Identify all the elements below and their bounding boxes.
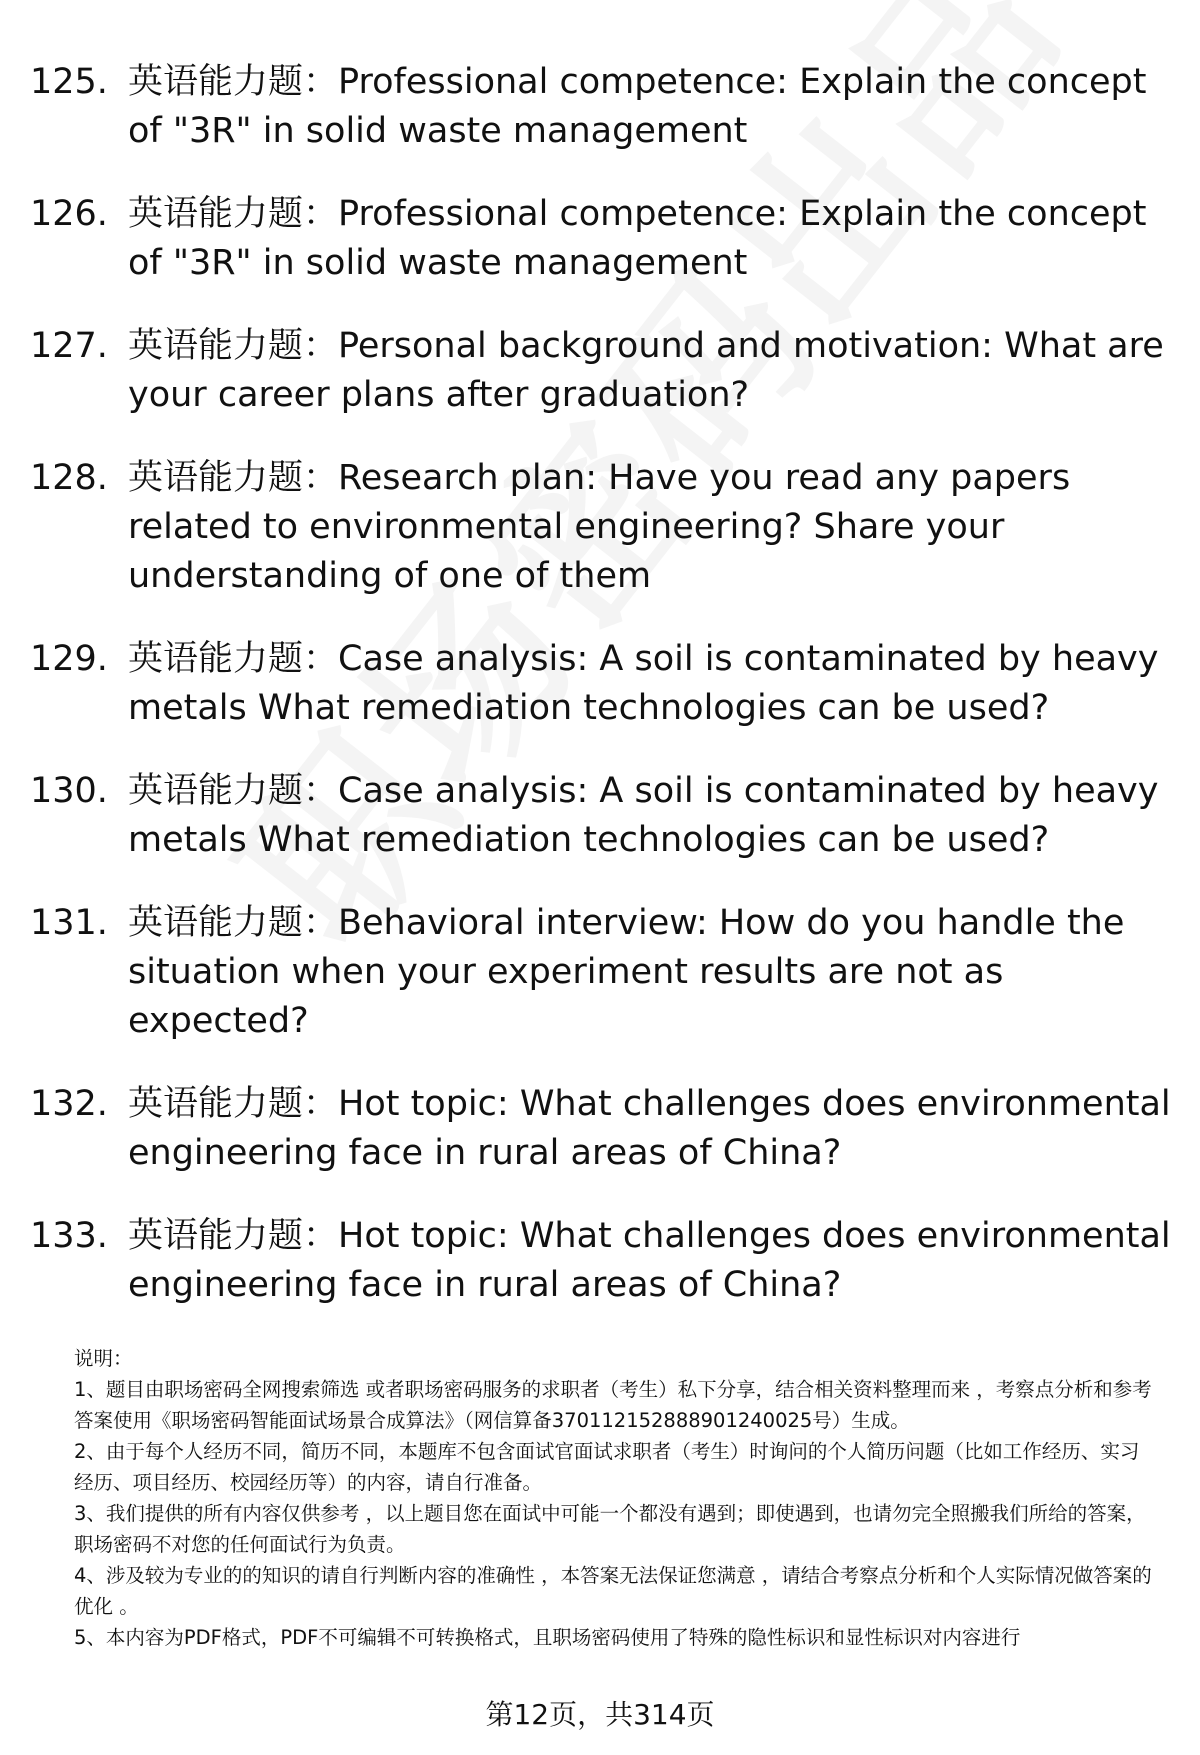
question-number: 132. [30, 1084, 108, 1124]
question-text: 英语能力题：Research plan: Have you read any papers related to environmental engineering? Share your understanding of one of them [128, 458, 1071, 596]
question-number: 130. [30, 771, 108, 811]
page-number: 第12页，共314页 [485, 1698, 715, 1731]
question-item [30, 767, 1180, 865]
question-item [30, 899, 1180, 1046]
note-item: 3、我们提供的所有内容仅供参考 ，以上题目您在面试中可能一个都没有遇到；即使遇到，也请勿完全照搬我们所给的答案，职场密码不对您的任何面试行为负责。 [74, 1502, 1146, 1556]
question-number: 133. [30, 1216, 108, 1256]
question-text: 英语能力题：Professional competence: Explain the concept of "3R" in solid waste management [128, 62, 1147, 151]
question-number: 129. [30, 639, 108, 679]
question-number: 128. [30, 458, 108, 498]
question-text: 英语能力题：Personal background and motivation: What are your career plans after graduation? [128, 326, 1164, 415]
question-item [30, 58, 1180, 156]
notes-section [74, 1343, 1154, 1653]
question-item [30, 1080, 1180, 1178]
question-number: 127. [30, 326, 108, 366]
note-item: 1、题目由职场密码全网搜索筛选 或者职场密码服务的求职者（考生）私下分享，结合相关资料整理而来 ，考察点分析和参考答案使用《职场密码智能面试场景合成算法》（网信算备370112152888901240025号）生成。 [74, 1378, 1152, 1432]
question-list [30, 58, 1180, 1344]
question-number: 131. [30, 903, 108, 943]
question-number: 125. [30, 62, 108, 102]
question-text: 英语能力题：Case analysis: A soil is contaminated by heavy metals What remediation technologies can be used? [128, 771, 1159, 860]
question-text: 英语能力题：Professional competence: Explain the concept of "3R" in solid waste management [128, 194, 1147, 283]
question-item [30, 322, 1180, 420]
note-item: 5、本内容为PDF格式，PDF不可编辑不可转换格式，且职场密码使用了特殊的隐性标识和显性标识对内容进行 [74, 1626, 1021, 1649]
question-item [30, 1212, 1180, 1310]
question-text: 英语能力题：Behavioral interview: How do you handle the situation when your experiment results are not as expected? [128, 903, 1125, 1041]
question-item [30, 190, 1180, 288]
question-item [30, 635, 1180, 733]
note-item: 2、由于每个人经历不同，简历不同，本题库不包含面试官面试求职者（考生）时询问的个人简历问题（比如工作经历、实习经历、项目经历、校园经历等）的内容，请自行准备。 [74, 1440, 1140, 1494]
question-item [30, 454, 1180, 601]
notes-heading: 说明： [74, 1347, 133, 1370]
question-text: 英语能力题：Case analysis: A soil is contaminated by heavy metals What remediation technologies can be used? [128, 639, 1159, 728]
question-number: 126. [30, 194, 108, 234]
question-text: 英语能力题：Hot topic: What challenges does environmental engineering face in rural areas of China? [128, 1084, 1171, 1173]
question-text: 英语能力题：Hot topic: What challenges does environmental engineering face in rural areas of China? [128, 1216, 1171, 1305]
note-item: 4、涉及较为专业的的知识的请自行判断内容的准确性 ，本答案无法保证您满意 ，请结合考察点分析和个人实际情况做答案的优化 。 [74, 1564, 1152, 1618]
